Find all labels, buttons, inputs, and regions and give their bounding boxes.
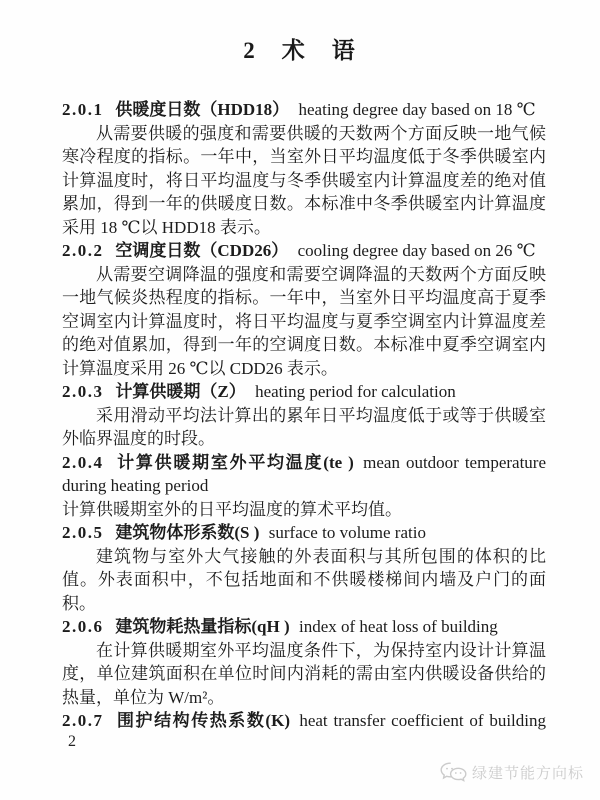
term-number: 2.0.1 xyxy=(62,100,104,119)
term-name-en: index of heat loss of building xyxy=(298,617,498,636)
term-number: 2.0.5 xyxy=(62,523,104,542)
watermark-text: 绿建节能方向标 xyxy=(471,765,584,782)
term-definition: 采用滑动平均法计算出的累年日平均温度低于或等于供暖室外临界温度的时段。 xyxy=(62,405,546,448)
term-definition: 从需要空调降温的强度和需要空调降温的天数两个方面反映一地气候炎热程度的指标。一年中，当室外日平均温度高于夏季空调室内计算温度时，将日平均温度与夏季空调室内计算温度差的绝对值累加，得到一年的空调度日数。本标准中夏季空调室内计算温度采用 26 ℃以 CDD26 表示。 xyxy=(62,264,546,378)
term-entry xyxy=(62,98,546,239)
term-name-cn: 计算供暖期室外平均温度(te ) xyxy=(115,452,354,472)
term-entry xyxy=(62,709,546,733)
term-number: 2.0.7 xyxy=(62,711,104,730)
terms-list xyxy=(62,98,546,733)
term-definition: 计算供暖期室外的日平均温度的算术平均值。 xyxy=(62,499,402,519)
term-entry xyxy=(62,451,546,522)
term-heading xyxy=(62,239,546,263)
term-name-cn: 建筑物耗热量指标(qH ) xyxy=(115,617,290,636)
term-heading xyxy=(62,615,546,639)
page-number: 2 xyxy=(68,733,76,750)
term-heading xyxy=(62,709,546,733)
term-name-cn: 计算供暖期（Z） xyxy=(115,382,246,401)
term-name-en: heating degree day based on 18 ℃ xyxy=(298,100,536,119)
term-entry xyxy=(62,239,546,380)
term-entry xyxy=(62,615,546,709)
term-number: 2.0.2 xyxy=(62,241,104,260)
term-heading xyxy=(62,451,546,498)
term-definition: 建筑物与室外大气接触的外表面积与其所包围的体积的比值。外表面积中，不包括地面和不供暖楼梯间内墙及户门的面积。 xyxy=(62,546,546,613)
term-name-en: heat transfer coefficient of building xyxy=(299,711,546,730)
page-title: 2 术 语 xyxy=(243,38,357,63)
term-entry xyxy=(62,380,546,451)
wechat-icon xyxy=(440,762,467,783)
term-name-cn: 空调度日数（CDD26） xyxy=(115,241,289,260)
term-name-en: surface to volume ratio xyxy=(268,523,426,542)
term-entry xyxy=(62,521,546,615)
term-name-en: cooling degree day based on 26 ℃ xyxy=(297,241,536,260)
watermark xyxy=(440,762,584,783)
term-name-en: mean outdoor temperature during heating period xyxy=(62,452,547,495)
term-name-cn: 建筑物体形系数(S ) xyxy=(115,523,260,542)
term-heading xyxy=(62,98,546,122)
term-definition: 从需要供暖的强度和需要供暖的天数两个方面反映一地气候寒冷程度的指标。一年中，当室外日平均温度低于冬季供暖室内计算温度时，将日平均温度与冬季供暖室内计算温度差的绝对值累加，得到一年的供暖度日数。本标准中冬季供暖室内计算温度采用 18 ℃以 HDD18 表示。 xyxy=(62,123,546,237)
term-name-cn: 供暖度日数（HDD18） xyxy=(115,100,290,119)
term-number: 2.0.3 xyxy=(62,382,104,401)
term-number: 2.0.6 xyxy=(62,617,104,636)
term-name-en: heating period for calculation xyxy=(255,382,456,401)
term-heading xyxy=(62,380,546,404)
term-number: 2.0.4 xyxy=(62,452,104,472)
term-definition: 在计算供暖期室外平均温度条件下，为保持室内设计计算温度，单位建筑面积在单位时间内消耗的需由室内供暖设备供给的热量，单位为 W/m²。 xyxy=(62,640,546,707)
term-name-cn: 围护结构传热系数(K) xyxy=(115,711,290,730)
term-heading xyxy=(62,521,546,545)
